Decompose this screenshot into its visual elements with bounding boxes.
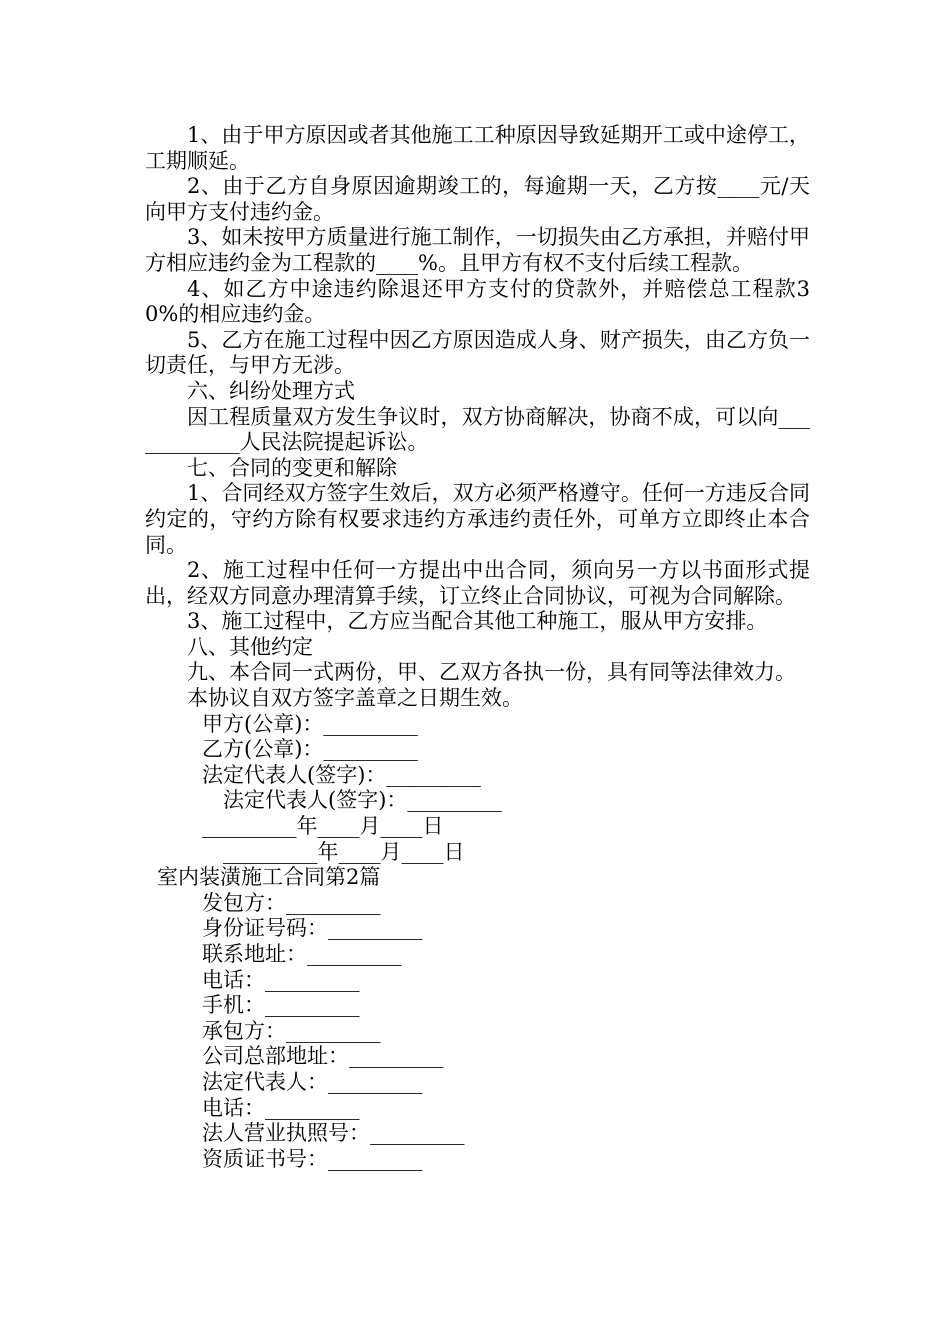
field-employer: 发包方：_________ [202,890,381,915]
field-contact-address: 联系地址：_________ [202,942,402,966]
field-id-number: 身份证号码：_________ [202,916,423,941]
field-phone: 电话：_________ [202,967,360,992]
heading-dispute-resolution: 六、纠纷处理方式 [187,378,355,403]
clause-midway-breach: 4、如乙方中途违约除退还甲方支付的贷款外，并赔偿总工程款30%的相应违约金。 [145,276,810,327]
clause-effective-date: 本协议自双方签字盖章之日期生效。 [187,686,523,711]
clause-liability: 5、乙方在施工过程中因乙方原因造成人身、财产损失，由乙方负一切责任，与甲方无涉。 [145,327,810,378]
legal-rep-signature-line: 法定代表人(签字)：_________ [202,762,481,787]
field-legal-rep: 法定代表人：_________ [202,1069,423,1094]
section-title: 室内装潢施工合同第2篇 [157,865,381,890]
party-a-seal-line: 甲方(公章)：_________ [202,711,418,736]
heading-other-agreements: 八、其他约定 [187,634,313,659]
clause-dispute: 因工程质量双方发生争议时，双方协商解决，协商不成，可以向____________人民法院提起诉讼。 [145,404,810,455]
legal-rep-signature-line-2: 法定代表人(签字)：_________ [223,788,502,813]
clause-quality-penalty: 3、如未按甲方质量进行施工制作，一切损失由乙方承担，并赔付甲方相应违约金为工程款的____%。且甲方有权不支付后续工程款。 [145,225,810,275]
clause-cooperation: 3、施工过程中，乙方应当配合其他工种施工，服从甲方安排。 [187,609,768,634]
field-business-license: 法人营业执照号：_________ [202,1121,465,1146]
clause-effect-and-breach: 1、合同经双方签字生效后，双方必须严格遵守。任何一方违反合同约定的，守约方除有权要求违约方承违约责任外，可单方立即终止本合同。 [145,481,810,557]
date-line: _________年____月____日 [202,814,444,839]
field-mobile: 手机：_________ [202,993,360,1018]
document-body [145,123,810,1172]
clause-withdrawal: 2、施工过程中任何一方提出中出合同，须向另一方以书面形式提出，经双方同意办理清算手续，订立终止合同协议，可视为合同解除。 [145,558,810,608]
field-phone-2: 电话：_________ [202,1095,360,1120]
field-contractor: 承包方：_________ [202,1018,381,1043]
clause-copies: 九、本合同一式两份，甲、乙双方各执一份，具有同等法律效力。 [187,660,796,685]
party-b-seal-line: 乙方(公章)：_________ [202,737,418,762]
field-qualification-cert: 资质证书号：_________ [202,1146,423,1171]
date-line-2: _________年____月____日 [223,839,465,864]
clause-overdue-penalty: 2、由于乙方自身原因逾期竣工的，每逾期一天，乙方按____元/天向甲方支付违约金。 [145,174,810,224]
field-hq-address: 公司总部地址：_________ [202,1044,444,1069]
heading-change-and-termination: 七、合同的变更和解除 [187,455,397,480]
clause-delay-by-party-a: 1、由于甲方原因或者其他施工工种原因导致延期开工或中途停工，工期顺延。 [145,123,810,173]
